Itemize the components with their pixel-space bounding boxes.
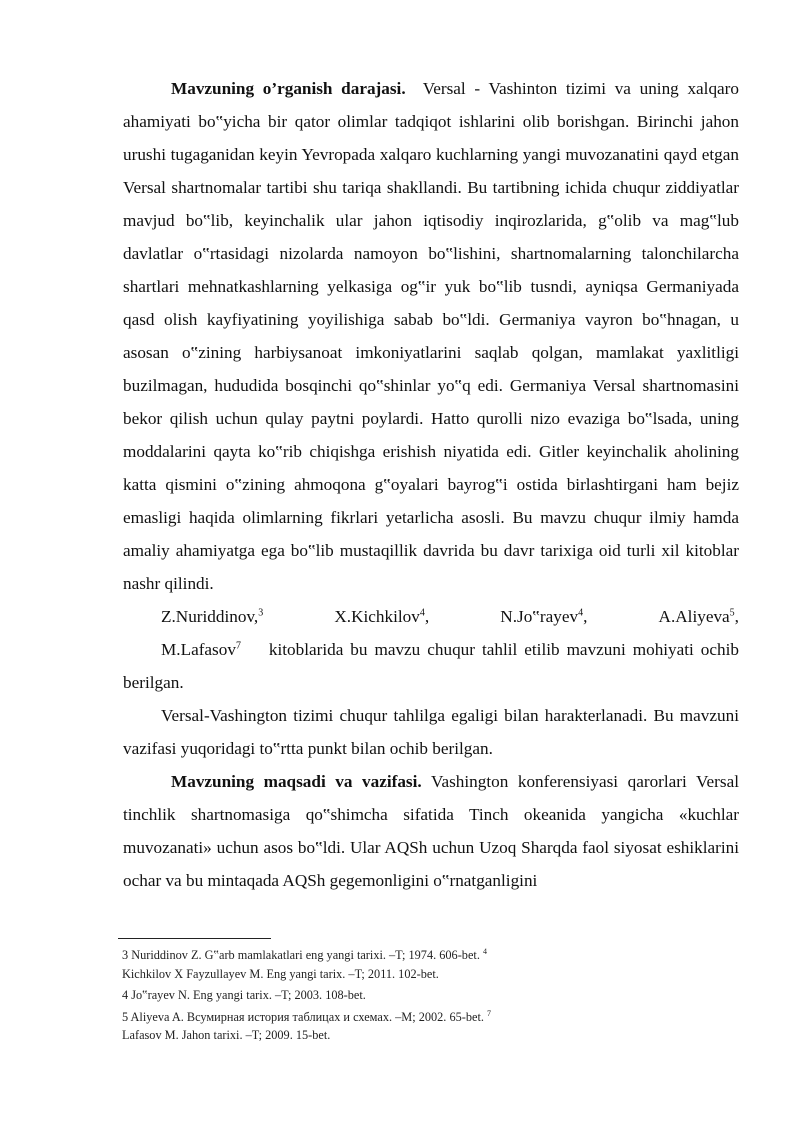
footnote: 4 Jo‟rayev N. Eng yangi tarix. –T; 2003. 108-bet. xyxy=(122,988,366,1002)
author-item: A.Aliyeva$^5$, xyxy=(658,607,739,626)
author-item: N.Jo‟rayev$^4$, xyxy=(500,607,588,626)
footnote-separator xyxy=(118,938,271,939)
paragraph-goal xyxy=(123,765,739,897)
footnotes xyxy=(122,946,522,1048)
paragraph-analysis: Versal-Vashington tizimi chuqur tahlilga egaligi bilan harakterlanadi. Bu mavzuni vazifasi yuqoridagi to‟rtta punkt bilan ochib berilgan. xyxy=(123,706,739,758)
author-list xyxy=(123,600,739,633)
footnote: 5 Aliyeva A. Всумирная история таблицах и схемах. –M; 2002. 65-bet. $^7$ Lafasov M. Jahon tarixi. –T; 2009. 15-bet. xyxy=(122,1008,492,1042)
section-heading-goal: Mavzuning maqsadi va vazifasi. xyxy=(171,772,422,791)
section-heading-study-level: Mavzuning o’rganish darajasi. xyxy=(171,79,406,98)
body-text xyxy=(123,72,739,897)
paragraph-text: Vashington konferensiyasi qarorlari Versal tinchlik shartnomasiga qo‟shimcha sifatida Tinch okeanida yangicha «kuchlar muvozanati» uchun asos bo‟ldi. Ular AQSh uchun Uzoq Sharqda faol siyosat eshiklarini ochar va bu mintaqada AQSh gegemonligini o‟rnatganligini xyxy=(123,772,739,890)
paragraph-study-level xyxy=(123,72,739,600)
footnote: 3 Nuriddinov Z. G‟arb mamlakatlari eng yangi tarixi. –T; 1974. 606-bet. $^4$ Kichkilov X Fayzullayev M. Eng yangi tarix. –T; 2011. 102-bet. xyxy=(122,946,487,981)
paragraph-authors-books: M.Lafasov$^7$ kitoblarida bu mavzu chuqur tahlil etilib mavzuni mohiyati ochib berilgan. xyxy=(123,640,739,692)
author-item: Z.Nuriddinov,$^3$ xyxy=(161,607,264,626)
author-item: X.Kichkilov$^4$, xyxy=(334,607,430,626)
paragraph-text: Versal - Vashinton tizimi va uning xalqaro ahamiyati bo‟yicha bir qator olimlar tadqiqot ishlarini olib borishgan. Birinchi jahon urushi tugaganidan keyin Yevropada xalqaro kuchlarning yangi muvozanatini qayd etgan Versal shartnomalar tartibi shu tariqa shakllandi. Bu tartibning ichida chuqur ziddiyatlar mavjud bo‟lib, keyinchalik ular jahon iqtisodiy inqirozlarida, g‟olib va mag‟lub davlatlar o‟rtasidagi nizolarda namoyon bo‟lishini, shartnomalarning talonchilarcha shartlari mehnatkashlarning yelkasiga og‟ir yuk bo‟lib tusndi, ayniqsa Germaniyada qasd olish kayfiyatining yoyilishiga sabab bo‟ldi. Germaniya vayron bo‟hnagan, u asosan o‟zining harbiysanoat imkoniyatlarini saqlab qolgan, mamlakat yaxlitligi buzilmagan, hududida bosqinchi qo‟shinlar yo‟q edi. Germaniya Versal shartnomasini bekor qilish uchun qulay paytni poylardi. Hatto qurolli nizo evaziga bo‟lsada, uning moddalarini qayta ko‟rib chiqishga erishish niyatida edi. Gitler keyinchalik aholining katta qismini o‟zining ahmoqona g‟oyalari bayrog‟i ostida birlashtirgani ham bejiz emasligi haqida olimlarning fikrlari yetarlicha asosli. Bu mavzu chuqur ilmiy hamda amaliy ahamiyatga ega bo‟lib mustaqillik davrida bu davr tarixiga oid turli xil kitoblar nashr qilindi. xyxy=(123,79,739,593)
